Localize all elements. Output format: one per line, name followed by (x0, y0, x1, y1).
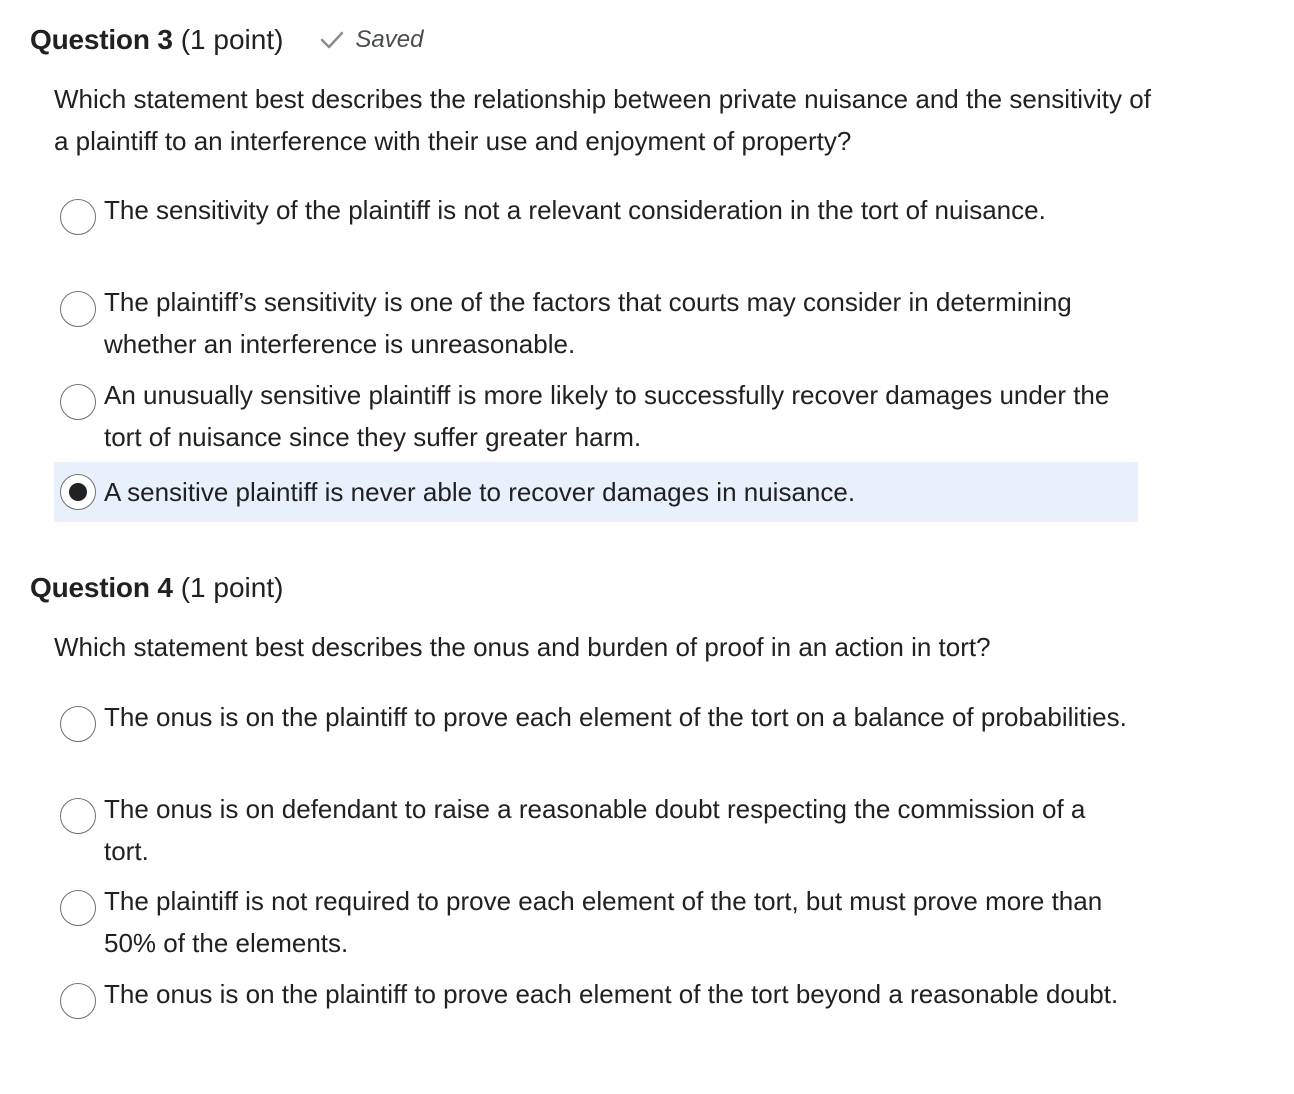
saved-status (319, 26, 423, 54)
answer-option[interactable] (54, 374, 1138, 458)
radio-button[interactable] (60, 384, 96, 420)
answer-option-label: A sensitive plaintiff is never able to recover damages in nuisance. (104, 477, 856, 507)
question-title: Question 3 (30, 24, 173, 55)
answer-option[interactable] (54, 281, 1138, 365)
question-text: Which statement best describes the relationship between private nuisance and the sensitivity of a plaintiff to an interference with their use and enjoyment of property? (54, 84, 1151, 156)
radio-button[interactable] (60, 798, 96, 834)
radio-button[interactable] (60, 706, 96, 742)
question-text: Which statement best describes the onus and burden of proof in an action in tort? (54, 632, 991, 662)
answer-option-label: The onus is on the plaintiff to prove each element of the tort on a balance of probabilities. (104, 702, 1127, 732)
answer-option-label: The sensitivity of the plaintiff is not a relevant consideration in the tort of nuisance. (104, 195, 1046, 225)
radio-button[interactable] (60, 291, 96, 327)
question-points: (1 point) (180, 572, 284, 603)
answer-option-label: The onus is on defendant to raise a reasonable doubt respecting the commission of a tort. (104, 794, 1086, 866)
answer-option-label: The plaintiff is not required to prove each element of the tort, but must prove more than 50% of the elements. (104, 886, 1103, 958)
answer-option-label: The plaintiff’s sensitivity is one of the factors that courts may consider in determining whether an interference is unreasonable. (104, 287, 1072, 359)
radio-button-selected[interactable] (60, 474, 96, 510)
question-points: (1 point) (180, 24, 284, 55)
saved-label: Saved (355, 26, 424, 53)
radio-button[interactable] (60, 890, 96, 926)
question-header (30, 20, 423, 60)
answer-option[interactable] (54, 189, 1138, 235)
radio-button[interactable] (60, 199, 96, 235)
answer-option-selected[interactable] (54, 462, 1138, 522)
answer-option[interactable] (54, 696, 1138, 742)
radio-button[interactable] (60, 983, 96, 1019)
checkmark-icon (319, 29, 345, 51)
question-header (30, 568, 283, 608)
answer-option[interactable] (54, 973, 1138, 1019)
answer-option[interactable] (54, 880, 1138, 964)
answer-option-label: An unusually sensitive plaintiff is more likely to successfully recover damages under the tort of nuisance since they suffer greater harm. (104, 380, 1110, 452)
answer-option-label: The onus is on the plaintiff to prove each element of the tort beyond a reasonable doubt. (104, 979, 1119, 1009)
question-title: Question 4 (30, 572, 173, 603)
answer-option[interactable] (54, 788, 1138, 872)
